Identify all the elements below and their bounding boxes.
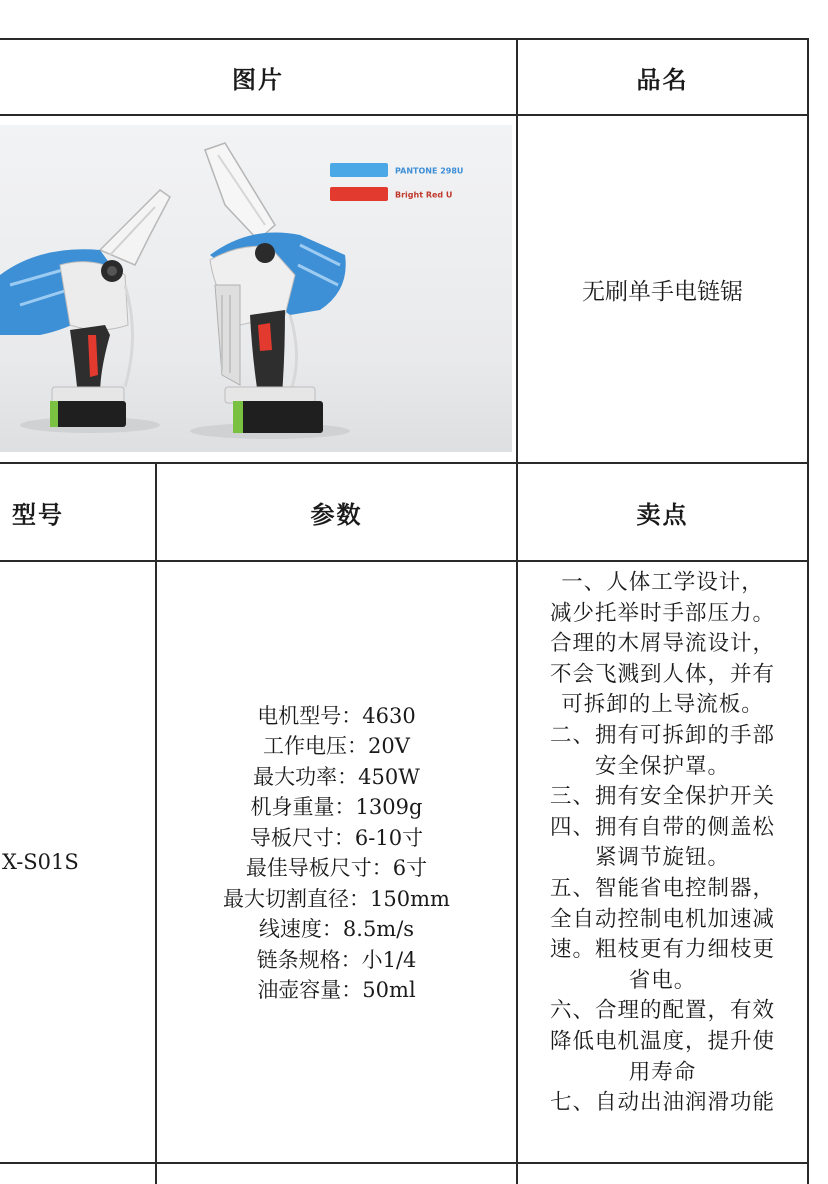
param-item: 最大切割直径：150mm (223, 886, 450, 911)
selling-point-line: 不会飞溅到人体，并有 (549, 661, 775, 687)
selling-point-line: 三、拥有安全保护开关 (549, 784, 775, 810)
swatch-blue-label: PANTONE 298U (395, 166, 464, 176)
selling-point-line: 合理的木屑导流设计， (549, 631, 775, 657)
selling-point-line: 五、智能省电控制器， (549, 875, 775, 901)
selling-point-line: 省电。 (628, 967, 697, 993)
header-params: 参数 (310, 500, 363, 529)
selling-point-line: 速。粗枝更有力细枝更 (549, 937, 775, 963)
selling-point-line: 紧调节旋钮。 (594, 845, 730, 871)
selling-point-line: 安全保护罩。 (594, 753, 730, 779)
param-item: 线速度：8.5m/s (258, 917, 415, 941)
header-selling-points: 卖点 (636, 500, 689, 529)
selling-point-line: 用寿命 (628, 1059, 697, 1085)
param-item: 油壶容量：50ml (257, 978, 416, 1002)
param-item: 电机型号：4630 (257, 703, 416, 728)
param-item: 工作电压：20V (263, 734, 410, 758)
right-chainsaw (205, 143, 346, 433)
selling-point-line: 四、拥有自带的侧盖松 (549, 814, 775, 840)
left-chainsaw (0, 190, 170, 427)
swatch-blue (330, 163, 388, 177)
selling-point-line: 七、自动出油润滑功能 (549, 1090, 775, 1116)
header-picture: 图片 (232, 65, 284, 94)
selling-points-list (518, 562, 807, 1168)
swatch-red (330, 187, 388, 201)
product-name: 无刷单手电链锯 (582, 278, 743, 305)
header-product-name: 品名 (636, 65, 689, 94)
selling-point-line: 一、人体工学设计， (561, 570, 764, 595)
param-item: 导板尺寸：6-10寸 (249, 825, 424, 850)
header-model: 型号 (12, 500, 64, 529)
selling-point-line: 六、合理的配置，有效 (549, 998, 775, 1024)
color-swatch-legend (330, 163, 463, 201)
product-photo (0, 125, 512, 452)
selling-point-line: 可拆卸的上导流板。 (561, 692, 764, 718)
param-item: 机身重量：1309g (250, 795, 423, 819)
selling-point-line: 全自动控制电机加速减 (549, 906, 775, 932)
params-list (157, 562, 516, 1162)
selling-point-line: 减少托举时手部压力。 (549, 600, 775, 626)
swatch-red-label: Bright Red U (395, 190, 453, 200)
chainsaw-illustration (0, 125, 512, 452)
param-item: 最佳导板尺寸：6寸 (245, 856, 428, 880)
selling-point-line: 降低电机温度，提升使 (549, 1028, 775, 1054)
param-item: 链条规格：小1/4 (256, 947, 417, 972)
model-number: X-S01S (2, 850, 79, 874)
param-item: 最大功率：450W (253, 764, 420, 789)
selling-point-line: 二、拥有可拆卸的手部 (549, 722, 775, 748)
right-border (807, 38, 809, 1184)
